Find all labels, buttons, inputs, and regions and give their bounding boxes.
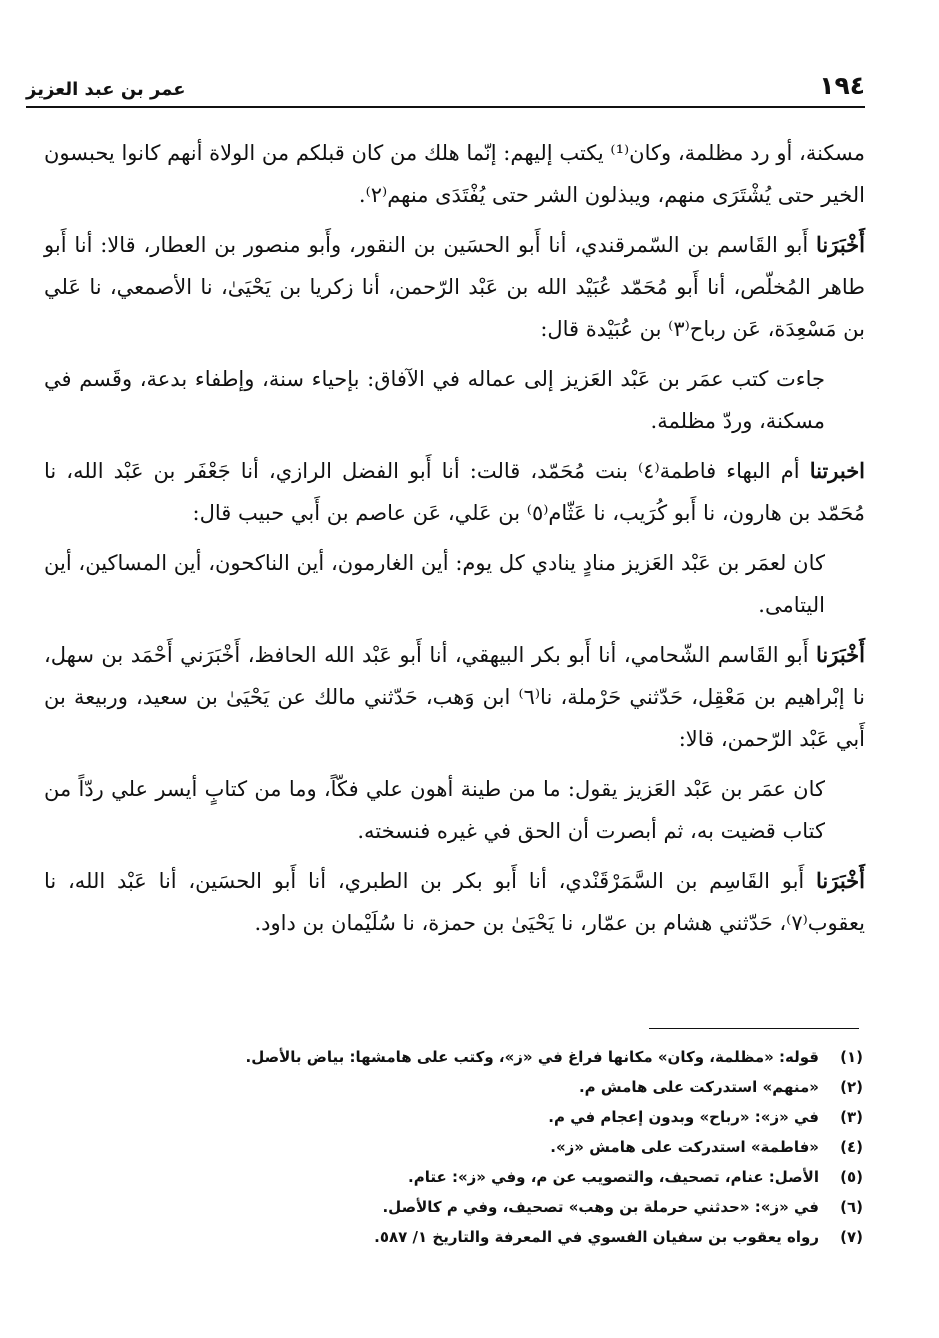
isnad-lead: أَخْبَرَنا [816,868,865,893]
footnote-divider [649,1028,859,1029]
narration-text: جاءت كتب عمَر بن عَبْد العَزيز إلى عماله في الآفاق: بإحياء سنة، وإطفاء بدعة، وقَسم في مسكنة، وردّ مظلمة. [44,367,825,433]
narration-text: كان لعمَر بن عَبْد العَزيز منادٍ ينادي كل يوم: أين الغارمون، أين الناكحون، أين المساكين، أين اليتامى. [44,551,825,617]
paragraph: مسكنة، أو رد مظلمة، وكان⁽¹⁾ يكتب إليهم: إنّما هلك من كان قبلكم من الولاة أنهم كانوا يحبسون الخير حتى يُشْتَرَى منهم، ويبذلون الشر حتى يُفْتَدَى منهم⁽٢⁾. [44,141,866,207]
footnote-text: «فاطمة» استدركت على هامش «ز». [550,1138,819,1156]
footnote [44,1192,863,1222]
footnote-text: قوله: «مظلمة، وكان» مكانها فراغ في «ز»، وكتب على هامشها: بياض بالأصل. [245,1048,819,1066]
footnote-number: (١) [840,1048,863,1066]
isnad-paragraph [44,860,865,944]
footnote-text: الأصل: عنام، تصحيف، والتصويب عن م، وفي «ز»: عتام. [408,1168,819,1186]
isnad-text: أَبو القَاسِم بن السَّمَرْقَنْدي، أنا أَبو بكر بن الطبري، أنا أَبو الحسَين، أنا عَبْد الله، نا يعقوب⁽٧⁾، حَدّثني هشام بن عمّار، نا يَحْيَىٰ بن حمزة، نا سُلَيْمان بن داود. [44,869,865,935]
footnote [44,1162,863,1192]
running-title: عمر بن عبد العزيز [26,79,186,100]
page-header [26,64,865,108]
footnote-text: رواه يعقوب بن سفيان الفسوي في المعرفة والتاريخ ١/ ٥٨٧. [374,1228,819,1246]
isnad-text: أَبو القَاسم الشّحامي، أنا أَبو بكر البيهقي، أنا أَبو عَبْد الله الحافظ، أَخْبَرَني أَحْمَد بن سهل، نا إبْراهيم بن مَعْقِل، حَدّثني حَرْملة، نا⁽٦⁾ ابن وَهب، حَدّثني مالك عن يَحْيَىٰ بن سعيد، وربيعة بن أَبي عَبْد الرّحمن، قالا: [44,643,865,751]
footnote-text: «منهم» استدركت على هامش م. [578,1078,819,1096]
isnad-paragraph [44,224,865,350]
page-body [44,132,865,952]
page-number: ١٩٤ [819,71,865,100]
narration-text: كان عمَر بن عَبْد العَزيز يقول: ما من طينة أهون علي فكّاً، وما من كتابٍ أيسر علي ردّاً من كتاب قضيت به، ثم أبصرت أن الحق في غيره فنسخته. [44,777,825,843]
footnote-text: في «ز»: «حدثني حرملة بن وهب» تصحيف، وفي م كالأصل. [382,1198,819,1216]
footnote [44,1102,863,1132]
footnote-number: (٥) [840,1168,863,1186]
footnote [44,1222,863,1252]
isnad-paragraph [44,634,865,760]
isnad-text: أَبو القَاسم بن السّمرقندي، أنا أَبو الحسَين بن النقور، وأَبو منصور بن العطار، قالا: أنا أَبو طاهر المُخلّص، أنا أَبو مُحَمّد عُبَيْد الله بن عَبْد الرّحمن، أنا زكريا بن يَحْيَىٰ، نا الأصمعي، نا عَلي بن مَسْعِدَة، عَن رباح⁽٣⁾ بن عُبَيْدة قال: [44,233,865,341]
footnote-number: (٢) [840,1078,863,1096]
isnad-lead: أَخْبَرَنا [816,642,865,667]
footnote-number: (٣) [840,1108,863,1126]
footnote-number: (٧) [840,1228,863,1246]
footnote [44,1132,863,1162]
footnote-number: (٦) [840,1198,863,1216]
isnad-lead: أَخْبَرَنا [816,232,865,257]
footnote-number: (٤) [840,1138,863,1156]
footnote [44,1042,863,1072]
footnote-text: في «ز»: «رباح» وبدون إعجام في م. [548,1108,819,1126]
isnad-lead: اخبرتنا [809,458,866,483]
isnad-text: أم البهاء فاطمة⁽٤⁾ بنت مُحَمّد، قالت: أنا أَبو الفضل الرازي، أنا جَعْفَر بن عَبْد الله، نا مُحَمّد بن هارون، نا أَبو كُرَيب، نا عَثّام⁽٥⁾ بن عَلي، عَن عاصم بن أَبي حبيب قال: [44,459,865,525]
isnad-paragraph [44,450,865,534]
footnote [44,1072,863,1102]
footnotes [44,1042,863,1252]
